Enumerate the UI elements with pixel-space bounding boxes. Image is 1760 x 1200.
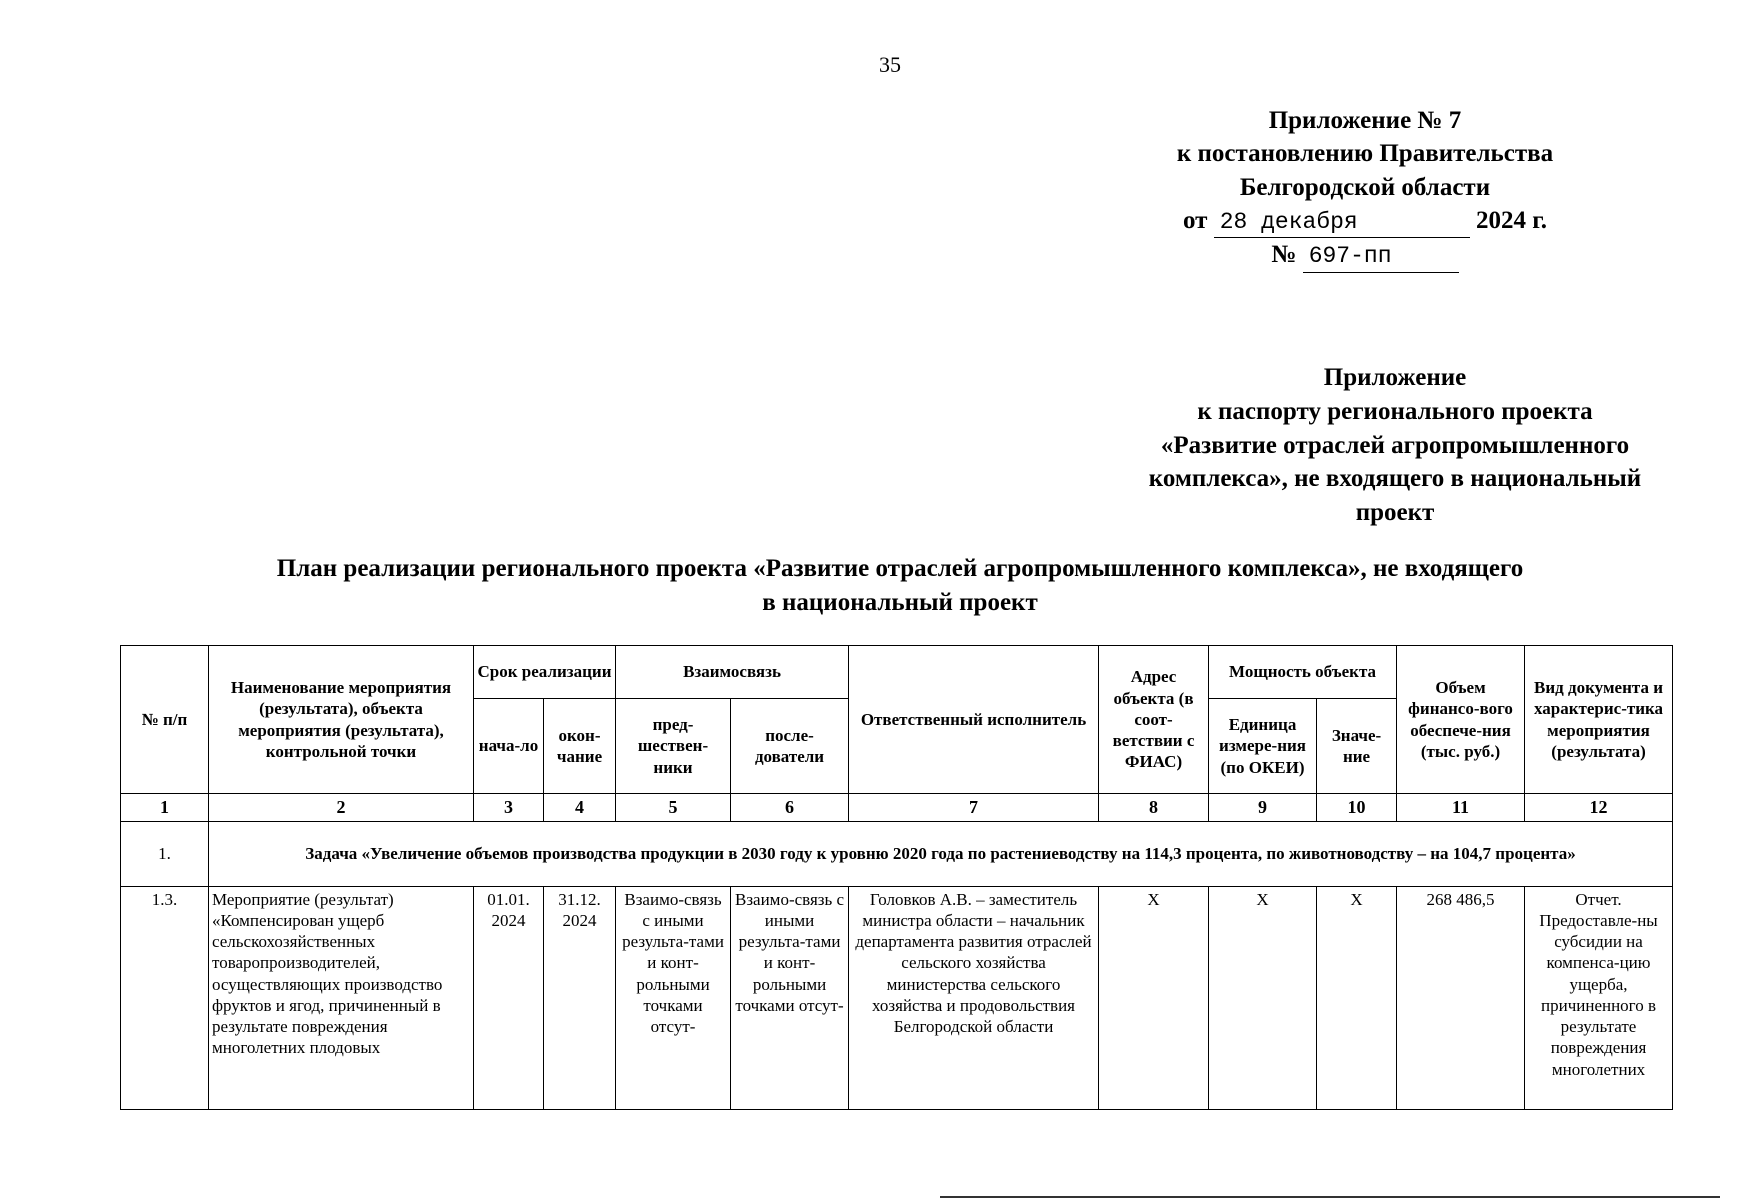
column-number: 3 [474,794,544,822]
row-num [121,886,209,1109]
column-number: 5 [616,794,731,822]
header-term: Срок реализации [474,646,616,699]
appendix-7-number-line [1140,238,1590,273]
row-start [474,886,544,1109]
plan-table [120,645,1673,1110]
column-number: 12 [1525,794,1673,822]
column-number: 4 [544,794,616,822]
column-number-row [121,794,1673,822]
appendix-7-header [1140,104,1590,273]
task-row [121,821,1673,886]
appendix-7-line3: Белгородской области [1239,173,1491,201]
appendix-7-title: Приложение № 7 [1268,107,1462,134]
row-responsible [849,886,1099,1109]
column-number: 7 [849,794,1099,822]
header-name: Наименование мероприятия (результата), объекта мероприятия (результата), контрольной точки [209,646,474,794]
column-number: 9 [1209,794,1317,822]
column-number: 2 [209,794,474,822]
column-number: 1 [121,794,209,822]
header-responsible: Ответственный исполнитель [849,646,1099,794]
column-number: 11 [1397,794,1525,822]
row-value-text: Х [1350,889,1363,909]
date-value: 28 декабря [1214,207,1470,239]
header-capacity: Мощность объекта [1209,646,1397,699]
column-number: 8 [1099,794,1209,822]
passport-appendix-line3: «Развитие отраслей агропромышленного [1160,431,1630,459]
header-term-end: окон-чание [544,699,616,794]
row-end [544,886,616,1109]
date-suffix: 2024 г. [1475,206,1547,234]
header-capacity-unit: Единица измере-ния (по ОКЕИ) [1209,699,1317,794]
page-number: 35 [879,52,901,77]
row-name-text: Мероприятие (результат) «Компенсирован ущерб сельскохозяйственных товаропроизводителей, осуществляющих производство фруктов и ягод, причиненный в результате повреждения многолетних плодовых [212,889,443,1058]
appendix-7-date-line [1140,204,1590,239]
row-address-text: Х [1147,889,1160,909]
header-link-succ: после-дователи [731,699,849,794]
task-text: Задача «Увеличение объемов производства продукции в 2030 году к уровню 2020 года по растениеводству на 114,3 процента, по животноводству – на 104,7 процента» [209,821,1673,886]
row-funding-text: 268 486,5 [1426,889,1495,909]
row-name [209,886,474,1109]
row-num-text: 1.3. [151,889,178,909]
plan-title-line2: в национальный проект [762,588,1038,616]
passport-appendix-line5: проект [1355,499,1435,526]
row-unit-text: Х [1256,889,1269,909]
number-value: 697-пп [1303,241,1459,273]
row-succ-text: Взаимо-связь с иными результа-тами и конт-рольными точками отсут- [734,889,845,1015]
passport-appendix-line2: к паспорту регионального проекта [1197,397,1593,425]
row-pred-text: Взаимо-связь с иными результа-тами и конт-рольными точками отсут- [622,889,724,1036]
plan-title-line1: План реализации регионального проекта «Развитие отраслей агропромышленного комплекса», не входящего [276,555,1524,582]
task-num: 1. [121,821,209,886]
table-row [121,886,1673,1109]
header-capacity-value: Значе-ние [1317,699,1397,794]
row-pred [616,886,731,1109]
passport-appendix-header [1100,361,1690,530]
plan-title [150,552,1650,620]
footer-rule [940,1196,1720,1198]
row-address [1099,886,1209,1109]
row-unit [1209,886,1317,1109]
row-end-text: 31.12. 2024 [558,889,601,930]
header-term-start: нача-ло [474,699,544,794]
header-link-pred: пред-шествен-ники [616,699,731,794]
passport-appendix-line4: комплекса», не входящего в национальный [1148,465,1642,493]
row-start-text: 01.01. 2024 [487,889,530,930]
header-funding: Объем финансо-вого обеспече-ния (тыс. руб.) [1397,646,1525,794]
header-link: Взаимосвязь [616,646,849,699]
row-doc [1525,886,1673,1109]
column-number: 6 [731,794,849,822]
row-succ [731,886,849,1109]
date-prefix: от [1183,206,1208,234]
header-num: № п/п [121,646,209,794]
row-responsible-text: Головков А.В. – заместитель министра области – начальник департамента развития отраслей сельского хозяйства министерства сельского хозяйства и продовольствия Белгородской области [855,889,1092,1036]
header-address: Адрес объекта (в соот-ветствии с ФИАС) [1099,646,1209,794]
appendix-7-line2: к постановлению Правительства [1176,140,1554,168]
column-number: 10 [1317,794,1397,822]
row-funding [1397,886,1525,1109]
header-doc: Вид документа и характерис-тика мероприятия (результата) [1525,646,1673,794]
row-value [1317,886,1397,1109]
row-doc-text: Отчет. Предоставле-ны субсидии на компенса-цию ущерба, причиненного в результате повреждения многолетних [1539,889,1658,1079]
number-prefix: № [1271,241,1297,269]
passport-appendix-title: Приложение [1323,364,1467,391]
header-row-1 [121,646,1673,699]
